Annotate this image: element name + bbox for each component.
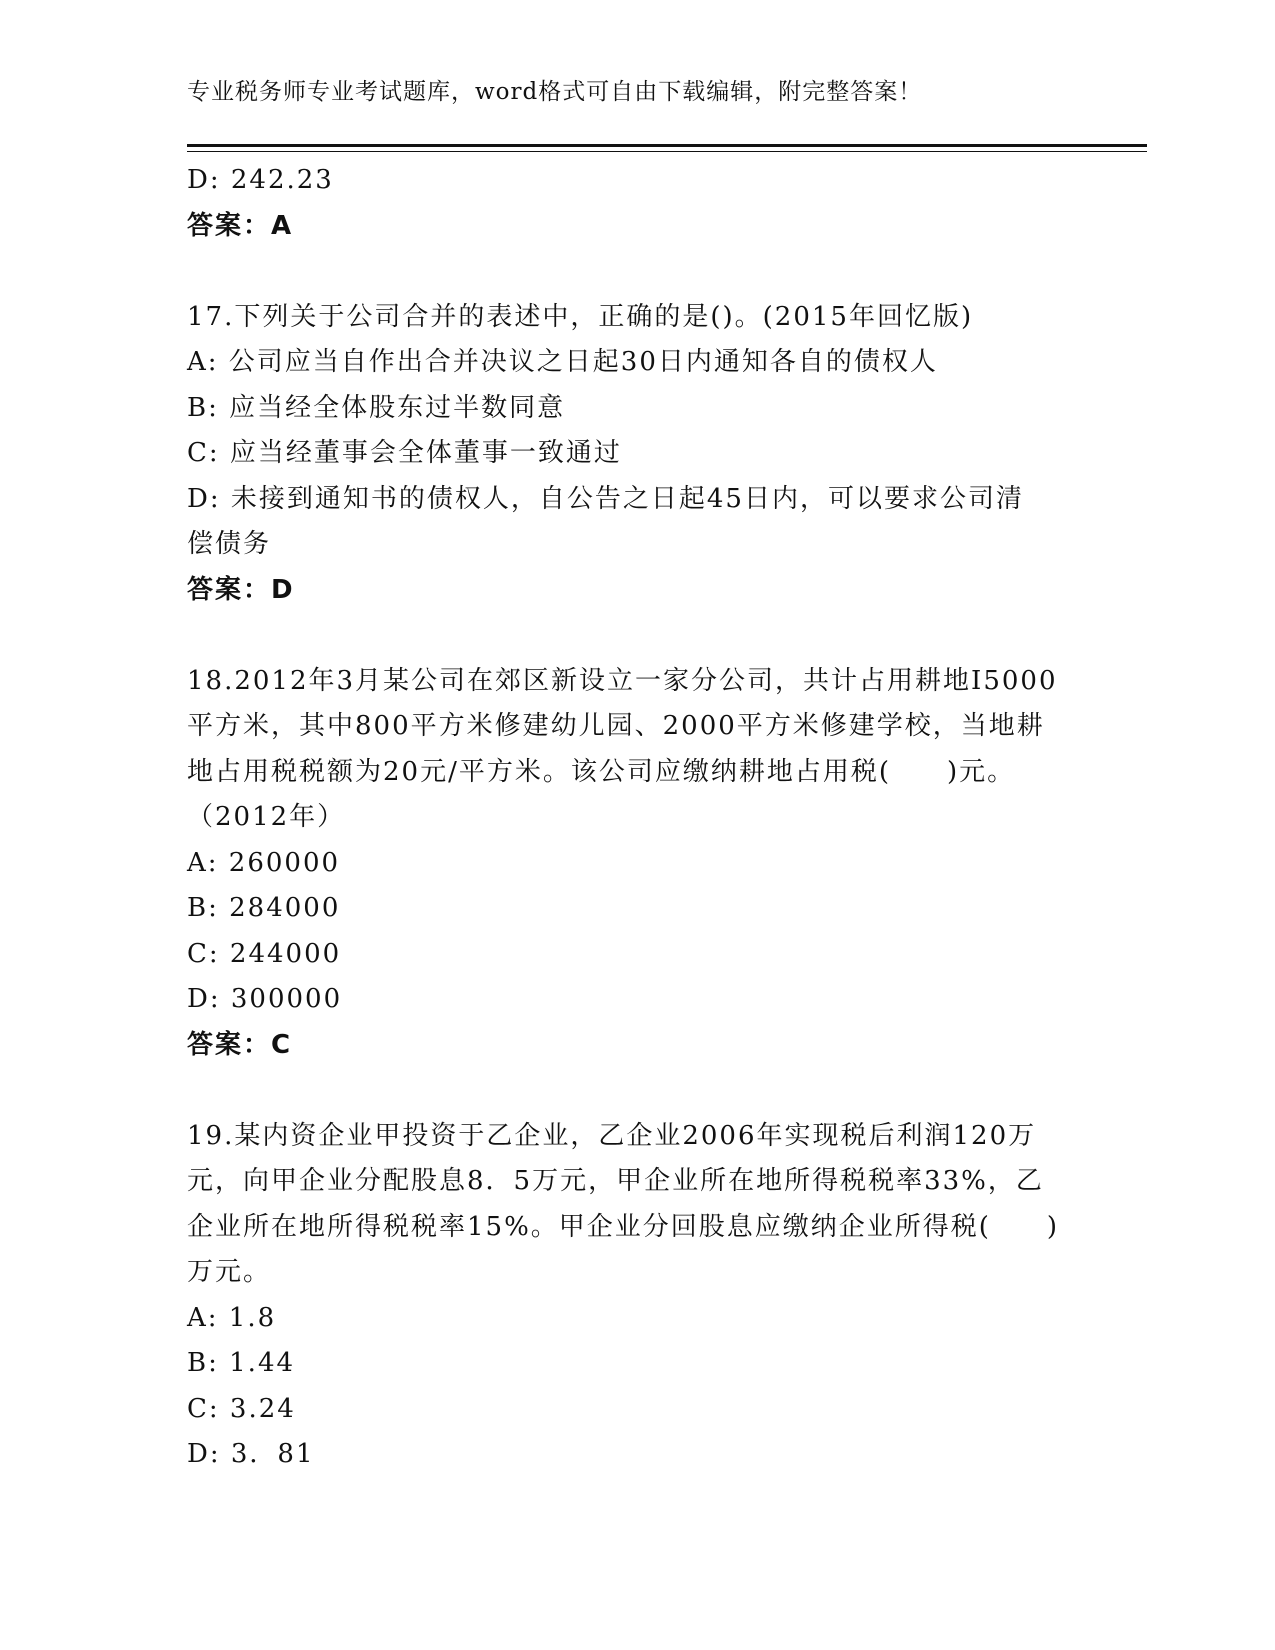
q17-answer [187, 568, 1067, 614]
q19-stem-3: 企业所在地所得税税率15%。甲企业分回股息应缴纳企业所得税( ) [187, 1211, 1060, 1242]
header-divider [187, 144, 1147, 152]
q18-option-d: D: 300000 [187, 984, 343, 1014]
q17-option-d-cont: 偿债务 [187, 529, 272, 559]
q18-option-a: A: 260000 [187, 847, 341, 878]
q19-option-b: B: 1.44 [187, 1348, 296, 1378]
question-content [187, 158, 1067, 1478]
answer-label: 答案： [187, 210, 272, 241]
q18-stem-3: 地占用税税额为20元/平方米。该公司应缴纳耕地占用税( )元。 [187, 756, 1016, 787]
q19-option-d: D: 3．81 [187, 1439, 315, 1469]
answer-value: C [271, 1029, 293, 1060]
q17-option-b: B: 应当经全体股东过半数同意 [187, 392, 566, 423]
q18-answer [187, 1023, 1067, 1069]
q18-stem-2: 平方米，其中800平方米修建幼儿园、2000平方米修建学校，当地耕 [187, 711, 1045, 741]
answer-label: 答案： [187, 574, 272, 605]
q19-option-a: A: 1.8 [187, 1302, 277, 1333]
answer-value: A [271, 210, 294, 241]
q19-stem-2: 元，向甲企业分配股息8．5万元，甲企业所在地所得税税率33%，乙 [187, 1166, 1044, 1196]
page-header: 专业税务师专业考试题库，word格式可自由下载编辑，附完整答案！ [187, 79, 923, 105]
answer-value: D [271, 574, 295, 605]
q18-option-c: C: 244000 [187, 938, 342, 969]
q19-option-c: C: 3.24 [187, 1393, 296, 1424]
answer-label: 答案： [187, 1029, 272, 1060]
q17-option-c: C: 应当经董事会全体董事一致通过 [187, 438, 622, 468]
prev-answer [187, 204, 1067, 250]
prev-option-d: D: 242.23 [187, 165, 334, 195]
q18-stem-1: 18.2012年3月某公司在郊区新设立一家分公司，共计占用耕地I5000 [187, 665, 1058, 696]
q17-option-d: D: 未接到通知书的债权人，自公告之日起45日内，可以要求公司清 [187, 483, 1024, 514]
q17-option-a: A: 公司应当自作出合并决议之日起30日内通知各自的债权人 [187, 347, 938, 377]
q17-stem: 17.下列关于公司合并的表述中，正确的是()。(2015年回忆版) [187, 301, 974, 332]
q19-stem-1: 19.某内资企业甲投资于乙企业，乙企业2006年实现税后利润120万 [187, 1120, 1037, 1151]
q18-stem-4: （2012年） [187, 802, 346, 832]
q18-option-b: B: 284000 [187, 893, 341, 923]
q19-stem-4: 万元。 [187, 1257, 272, 1287]
